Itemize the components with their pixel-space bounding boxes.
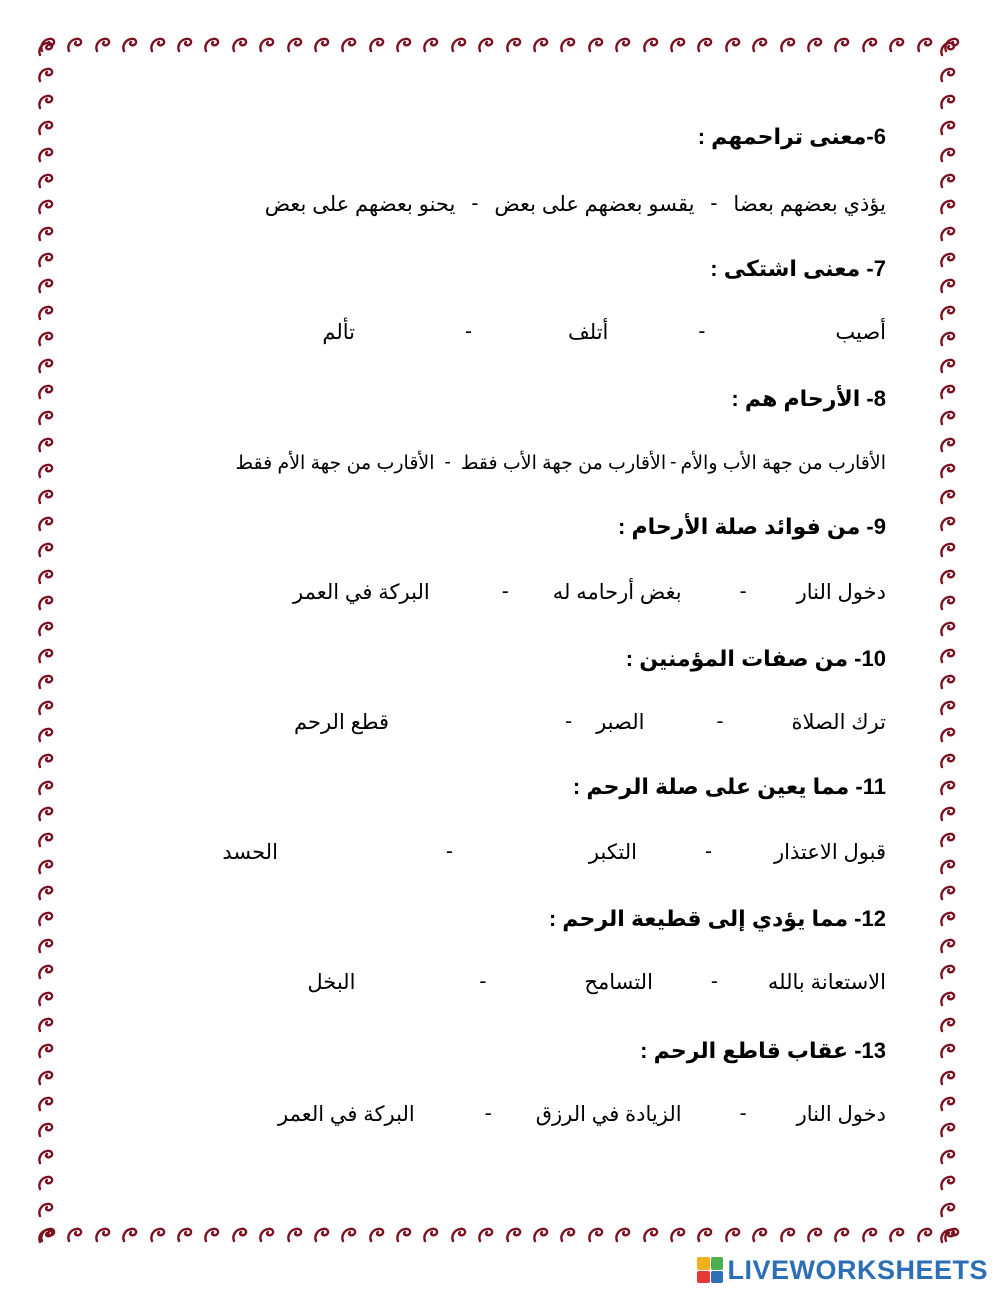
border-curl xyxy=(938,357,964,375)
border-curl xyxy=(938,330,964,348)
border-curl xyxy=(938,277,964,295)
border-curl xyxy=(938,172,964,190)
question-12: 12- مما يؤدي إلى قطيعة الرحم : xyxy=(548,906,886,931)
border-curl xyxy=(915,36,935,58)
option-8-b[interactable]: الأقارب من جهة الأب فقط xyxy=(460,453,667,474)
border-curl xyxy=(938,66,964,84)
border-curl xyxy=(36,1016,62,1034)
option-6-a[interactable]: يؤذي بعضهم بعضا xyxy=(733,193,886,216)
border-curl xyxy=(938,726,964,744)
options-8 xyxy=(235,452,886,475)
option-12-c[interactable]: البخل xyxy=(307,971,356,994)
question-9: 9- من فوائد صلة الأرحام : xyxy=(618,514,886,539)
separator: - xyxy=(479,970,487,993)
decorative-border-left xyxy=(36,40,62,1245)
option-9-a[interactable]: دخول النار xyxy=(796,581,886,604)
border-curl xyxy=(36,726,62,744)
border-curl xyxy=(938,409,964,427)
separator: - xyxy=(670,452,677,473)
border-curl xyxy=(36,699,62,717)
option-11-a[interactable]: قبول الاعتذار xyxy=(774,841,886,864)
border-curl xyxy=(938,1227,964,1245)
border-curl xyxy=(938,304,964,322)
liveworksheets-logo-icon xyxy=(697,1257,723,1283)
border-curl xyxy=(36,488,62,506)
separator: - xyxy=(444,452,451,473)
question-7: 7- معنى اشتكى : xyxy=(710,256,886,281)
question-13: 13- عقاب قاطع الرحم : xyxy=(640,1038,886,1063)
border-curl xyxy=(938,884,964,902)
border-curl xyxy=(36,225,62,243)
options-13 xyxy=(278,1102,886,1127)
border-curl xyxy=(36,1174,62,1192)
border-curl xyxy=(36,990,62,1008)
border-curl xyxy=(36,277,62,295)
separator: - xyxy=(739,580,747,603)
border-curl xyxy=(36,1095,62,1113)
border-curl xyxy=(36,1121,62,1139)
option-13-c[interactable]: البركة في العمر xyxy=(278,1103,415,1126)
border-curl xyxy=(942,36,962,58)
question-11: 11- مما يعين على صلة الرحم : xyxy=(572,774,886,799)
question-8: 8- الأرحام هم : xyxy=(731,386,886,411)
options-12 xyxy=(307,970,886,995)
border-curl xyxy=(938,568,964,586)
separator: - xyxy=(501,580,509,603)
option-7-a[interactable]: أصيب xyxy=(835,321,886,344)
border-curl xyxy=(942,1226,962,1248)
border-curl xyxy=(36,805,62,823)
border-curl xyxy=(36,515,62,533)
border-curl xyxy=(938,963,964,981)
option-13-a[interactable]: دخول النار xyxy=(796,1103,886,1126)
option-10-a[interactable]: ترك الصلاة xyxy=(791,711,886,734)
border-curl xyxy=(36,884,62,902)
options-9 xyxy=(293,580,886,605)
border-curl xyxy=(938,831,964,849)
border-curl xyxy=(887,36,907,58)
border-curl xyxy=(938,1069,964,1087)
option-9-c[interactable]: البركة في العمر xyxy=(292,581,430,604)
border-curl xyxy=(938,119,964,137)
border-curl xyxy=(36,357,62,375)
logo-text: LIVEWORKSHEETS xyxy=(727,1254,988,1285)
border-curl xyxy=(938,805,964,823)
border-curl xyxy=(36,119,62,137)
option-10-c[interactable]: قطع الرحم xyxy=(294,711,390,734)
border-curl xyxy=(938,594,964,612)
border-curl xyxy=(36,1201,62,1219)
border-curl xyxy=(36,198,62,216)
separator: - xyxy=(484,1102,492,1125)
border-curl xyxy=(36,937,62,955)
options-7 xyxy=(322,320,886,345)
question-10: 10- من صفات المؤمنين : xyxy=(625,646,886,671)
border-curl xyxy=(938,1148,964,1166)
border-curl xyxy=(36,831,62,849)
border-curl xyxy=(938,1201,964,1219)
border-curl xyxy=(938,225,964,243)
option-8-c[interactable]: الأقارب من جهة الأم فقط xyxy=(235,453,435,474)
border-curl xyxy=(36,383,62,401)
question-6: 6-معنى تراحمهم : xyxy=(697,124,886,149)
border-curl xyxy=(36,93,62,111)
separator: - xyxy=(465,320,472,343)
border-curl xyxy=(938,1042,964,1060)
border-curl xyxy=(36,462,62,480)
border-curl xyxy=(938,779,964,797)
border-curl xyxy=(938,40,964,58)
option-9-b[interactable]: بغض أرحامه له xyxy=(552,581,682,604)
separator: - xyxy=(710,192,718,215)
border-curl xyxy=(938,699,964,717)
border-curl xyxy=(36,40,62,58)
worksheet-content xyxy=(110,0,886,1294)
separator: - xyxy=(716,710,724,733)
options-10 xyxy=(294,710,886,735)
option-6-b[interactable]: يقسو بعضهم على بعض xyxy=(494,193,695,216)
liveworksheets-logo[interactable] xyxy=(697,1254,988,1286)
border-curl xyxy=(938,1095,964,1113)
options-6 xyxy=(140,192,886,217)
border-curl xyxy=(65,36,85,58)
option-7-b[interactable]: أتلف xyxy=(568,321,609,344)
border-curl xyxy=(36,304,62,322)
option-11-c[interactable]: الحسد xyxy=(222,841,278,864)
separator: - xyxy=(710,970,718,993)
border-curl xyxy=(938,858,964,876)
border-curl xyxy=(36,1069,62,1087)
decorative-border-right xyxy=(938,40,964,1245)
border-curl xyxy=(36,779,62,797)
separator: - xyxy=(705,840,712,863)
option-12-a[interactable]: الاستعانة بالله xyxy=(767,971,886,994)
border-curl xyxy=(938,251,964,269)
options-11 xyxy=(222,840,886,865)
option-8-a[interactable]: الأقارب من جهة الأب والأم xyxy=(680,453,886,474)
border-curl xyxy=(938,515,964,533)
option-11-b[interactable]: التكبر xyxy=(588,841,637,864)
border-curl xyxy=(38,36,58,58)
border-curl xyxy=(915,1226,935,1248)
border-curl xyxy=(36,409,62,427)
border-curl xyxy=(36,330,62,348)
border-curl xyxy=(938,383,964,401)
border-curl xyxy=(938,752,964,770)
border-curl xyxy=(36,146,62,164)
option-12-b[interactable]: التسامح xyxy=(584,971,653,994)
border-curl xyxy=(938,198,964,216)
border-curl xyxy=(36,541,62,559)
border-curl xyxy=(36,568,62,586)
border-curl xyxy=(938,937,964,955)
border-curl xyxy=(938,146,964,164)
border-curl xyxy=(36,1148,62,1166)
border-curl xyxy=(36,910,62,928)
border-curl xyxy=(938,1174,964,1192)
border-curl xyxy=(36,673,62,691)
border-curl xyxy=(938,541,964,559)
border-curl xyxy=(938,620,964,638)
border-curl xyxy=(36,858,62,876)
border-curl xyxy=(938,647,964,665)
border-curl xyxy=(36,647,62,665)
border-curl xyxy=(36,251,62,269)
border-curl xyxy=(938,436,964,454)
border-curl xyxy=(938,488,964,506)
border-curl xyxy=(36,594,62,612)
option-13-b[interactable]: الزيادة في الرزق xyxy=(535,1103,682,1126)
border-curl xyxy=(938,673,964,691)
border-curl xyxy=(36,620,62,638)
border-curl xyxy=(938,990,964,1008)
border-curl xyxy=(65,1226,85,1248)
border-curl xyxy=(938,910,964,928)
separator: - xyxy=(445,840,453,863)
separator: - xyxy=(739,1102,747,1125)
border-curl xyxy=(887,1226,907,1248)
border-curl xyxy=(36,66,62,84)
separator: - xyxy=(471,192,479,215)
border-curl xyxy=(938,93,964,111)
separator: - xyxy=(698,320,706,343)
border-curl xyxy=(36,172,62,190)
border-curl xyxy=(938,1121,964,1139)
option-6-c[interactable]: يحنو بعضهم على بعض xyxy=(264,193,456,216)
border-curl xyxy=(36,1227,62,1245)
border-curl xyxy=(36,963,62,981)
option-7-c[interactable]: تألم xyxy=(322,321,355,344)
option-10-b[interactable]: الصبر xyxy=(596,711,645,734)
border-curl xyxy=(38,1226,58,1248)
border-curl xyxy=(36,752,62,770)
border-curl xyxy=(36,436,62,454)
border-curl xyxy=(938,1016,964,1034)
border-curl xyxy=(938,462,964,480)
separator: - xyxy=(565,710,573,733)
border-curl xyxy=(36,1042,62,1060)
